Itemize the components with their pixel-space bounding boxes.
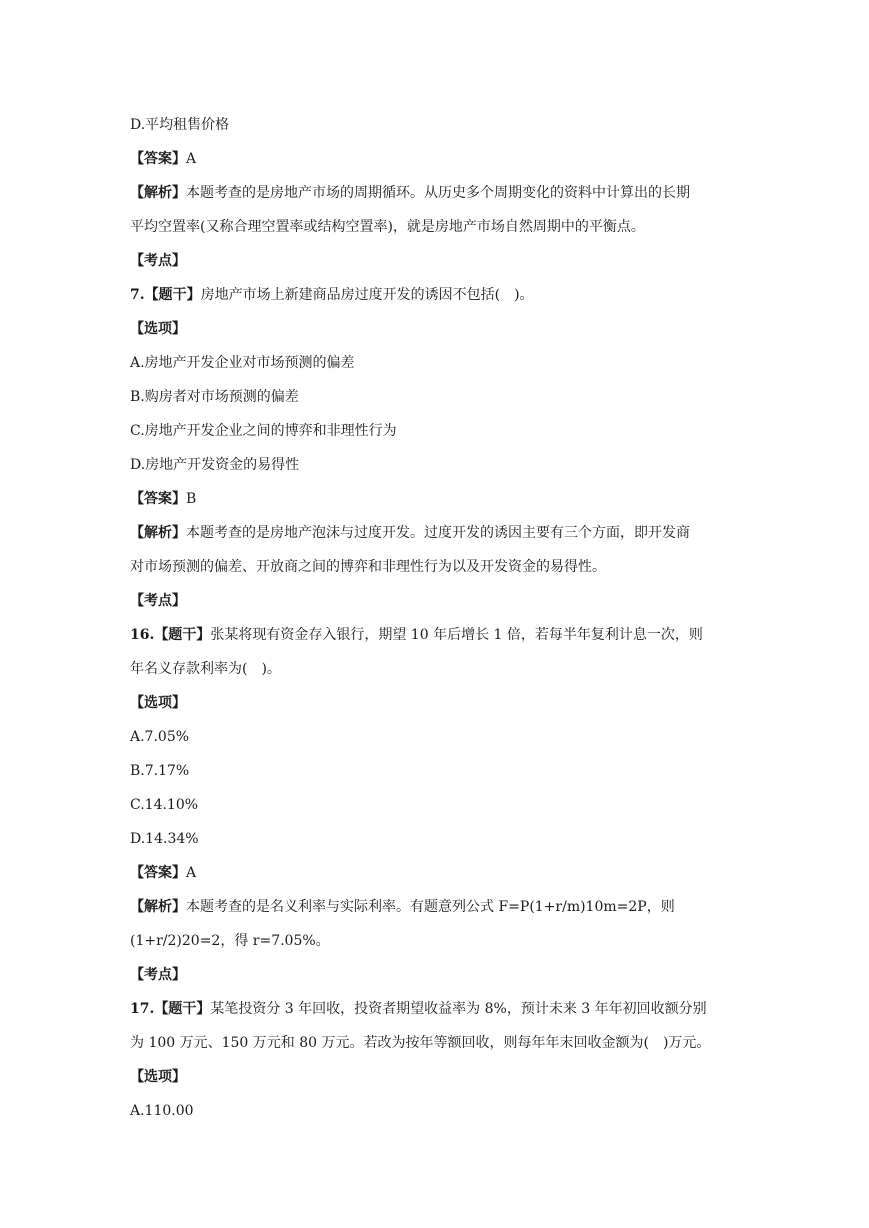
line-text: B — [186, 491, 197, 507]
text-line-answer — [130, 142, 742, 176]
line-text: 本题考查的是房地产泡沫与过度开发。过度开发的诱因主要有三个方面，即开发商 — [186, 525, 690, 541]
line-text: D.14.34% — [130, 831, 199, 847]
text-line-stem — [130, 278, 742, 312]
text-line-analysis-cont — [130, 924, 742, 958]
document-page — [130, 108, 742, 1128]
line-text: 年名义存款利率为( )。 — [130, 661, 281, 677]
line-text: B.7.17% — [130, 763, 190, 779]
text-line-analysis-cont — [130, 550, 742, 584]
text-line-point — [130, 958, 742, 992]
line-tag: 【解析】 — [130, 185, 186, 201]
line-text: 本题考查的是房地产市场的周期循环。从历史多个周期变化的资料中计算出的长期 — [186, 185, 690, 201]
text-line-point — [130, 584, 742, 618]
text-line-stem-cont — [130, 1026, 742, 1060]
line-tag: 【考点】 — [130, 967, 186, 983]
text-line-analysis — [130, 516, 742, 550]
line-text: 房地产市场上新建商品房过度开发的诱因不包括( )。 — [200, 287, 534, 303]
line-text: C.房地产开发企业之间的博弈和非理性行为 — [130, 423, 397, 439]
text-line-option — [130, 1094, 742, 1128]
text-line-analysis — [130, 890, 742, 924]
text-line-option — [130, 754, 742, 788]
text-line-answer — [130, 856, 742, 890]
text-line-answer — [130, 482, 742, 516]
text-line-option — [130, 720, 742, 754]
line-text: A.110.00 — [130, 1103, 194, 1119]
line-tag: 17.【题干】 — [130, 1001, 211, 1017]
line-text: 某笔投资分 3 年回收，投资者期望收益率为 8%，预计未来 3 年年初回收额分别 — [210, 1001, 707, 1017]
line-tag: 【选项】 — [130, 1069, 186, 1085]
line-text: 对市场预测的偏差、开放商之间的博弈和非理性行为以及开发资金的易得性。 — [130, 559, 606, 575]
text-line-option — [130, 346, 742, 380]
line-tag: 【答案】 — [130, 151, 186, 167]
line-tag: 【答案】 — [130, 865, 186, 881]
line-tag: 7.【题干】 — [130, 287, 201, 303]
text-line-stem-cont — [130, 652, 742, 686]
line-tag: 【解析】 — [130, 899, 186, 915]
line-text: A — [186, 151, 197, 167]
line-tag: 【选项】 — [130, 695, 186, 711]
text-line-option — [130, 380, 742, 414]
line-text: D.房地产开发资金的易得性 — [130, 457, 300, 473]
text-line-option — [130, 448, 742, 482]
line-tag: 【考点】 — [130, 593, 186, 609]
line-text: B.购房者对市场预测的偏差 — [130, 389, 299, 405]
line-tag: 16.【题干】 — [130, 627, 211, 643]
text-line-options-label — [130, 1060, 742, 1094]
line-tag: 【解析】 — [130, 525, 186, 541]
text-line-stem — [130, 618, 742, 652]
line-text: D.平均租售价格 — [130, 117, 230, 133]
line-text: 为 100 万元、150 万元和 80 万元。若改为按年等额回收，则每年年末回收金额为( )万元。 — [130, 1035, 711, 1051]
text-line-analysis-cont — [130, 210, 742, 244]
line-text: A.7.05% — [130, 729, 190, 745]
text-line-option — [130, 414, 742, 448]
line-text: A.房地产开发企业对市场预测的偏差 — [130, 355, 355, 371]
line-tag: 【选项】 — [130, 321, 186, 337]
line-text: (1+r/2)20=2，得 r=7.05%。 — [130, 933, 330, 949]
text-line-option — [130, 108, 742, 142]
line-text: 本题考查的是名义利率与实际利率。有题意列公式 F=P(1+r/m)10m=2P，则 — [186, 899, 675, 915]
line-text: 平均空置率(又称合理空置率或结构空置率)，就是房地产市场自然周期中的平衡点。 — [130, 219, 645, 235]
text-line-point — [130, 244, 742, 278]
text-line-options-label — [130, 312, 742, 346]
text-line-option — [130, 788, 742, 822]
text-line-option — [130, 822, 742, 856]
text-line-options-label — [130, 686, 742, 720]
line-text: A — [186, 865, 197, 881]
text-line-stem — [130, 992, 742, 1026]
text-line-analysis — [130, 176, 742, 210]
line-text: C.14.10% — [130, 797, 199, 813]
line-tag: 【考点】 — [130, 253, 186, 269]
line-tag: 【答案】 — [130, 491, 186, 507]
line-text: 张某将现有资金存入银行，期望 10 年后增长 1 倍，若每半年复利计息一次，则 — [210, 627, 703, 643]
